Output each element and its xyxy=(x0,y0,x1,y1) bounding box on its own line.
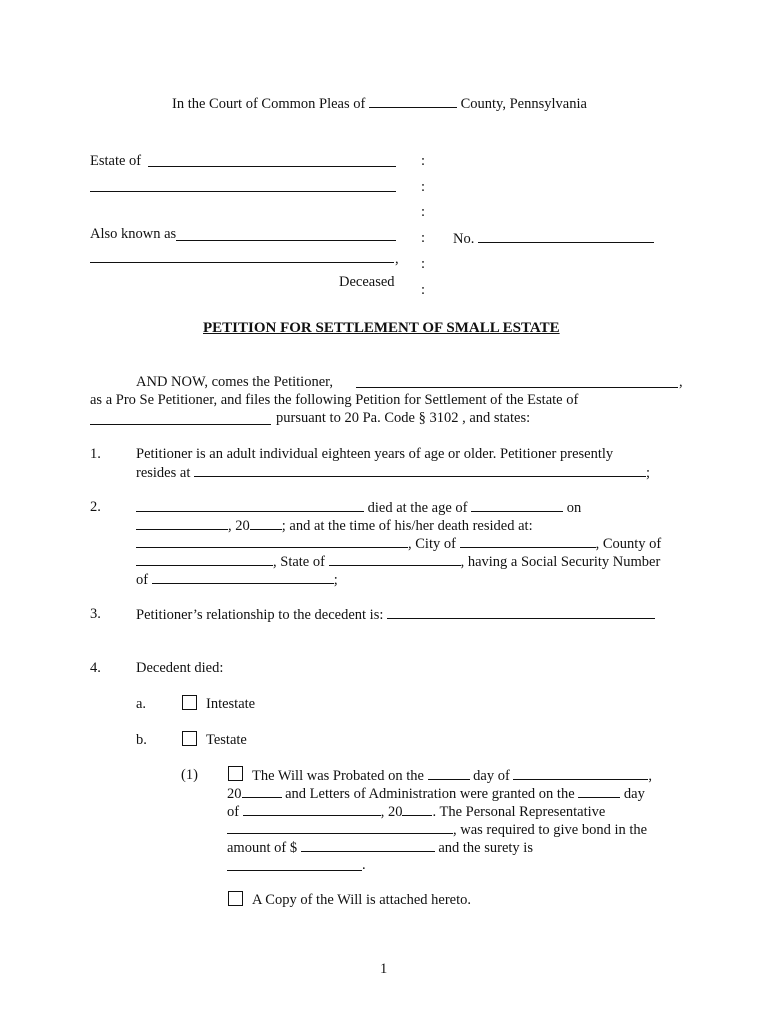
resides-at-label: resides at xyxy=(136,465,191,481)
year-prefix: , 20 xyxy=(380,804,403,820)
court-prefix: In the Court of Common Pleas of xyxy=(172,96,366,112)
relationship-label: Petitioner’s relationship to the decedent is: xyxy=(136,607,384,623)
page-number: 1 xyxy=(380,961,388,977)
bond-amount-blank[interactable] xyxy=(301,838,435,852)
letters-month-blank[interactable] xyxy=(243,802,381,816)
para-2-line-5: of ; xyxy=(136,572,338,588)
testate-label: Testate xyxy=(206,732,247,748)
docket-no-label: No. xyxy=(453,231,475,247)
letters-year-blank[interactable] xyxy=(402,802,432,816)
also-known-as-label: Also known as xyxy=(90,226,177,242)
court-line xyxy=(172,94,587,113)
city-of-label: , City of xyxy=(408,536,456,552)
sub-1-number: (1) xyxy=(181,767,198,783)
estate-of-blank[interactable] xyxy=(90,424,271,425)
estate-name-blank[interactable] xyxy=(148,166,396,167)
para-2-line-4 xyxy=(136,552,660,571)
aka-blank-2[interactable] xyxy=(90,262,394,263)
relationship-blank[interactable] xyxy=(387,605,655,619)
city-blank[interactable] xyxy=(460,534,596,548)
para-2-line-2 xyxy=(136,516,533,535)
day-label: day xyxy=(623,786,645,802)
option-a-label: a. xyxy=(136,696,147,712)
para-1-number: 1. xyxy=(90,446,101,462)
year-prefix: 20 xyxy=(227,786,242,802)
caption-colon: : xyxy=(421,153,426,169)
sub-1-line-4 xyxy=(227,820,647,839)
intestate-label: Intestate xyxy=(206,696,256,712)
intro-line-3: pursuant to 20 Pa. Code § 3102 , and states: xyxy=(276,410,531,426)
para-4-number: 4. xyxy=(90,660,101,676)
caption-colon: : xyxy=(421,256,426,272)
para-2-line-1 xyxy=(136,498,581,517)
probate-day-blank[interactable] xyxy=(428,766,470,780)
probate-year-blank[interactable] xyxy=(242,784,282,798)
sub-1-line-2 xyxy=(227,784,645,803)
document-title: PETITION FOR SETTLEMENT OF SMALL ESTATE xyxy=(203,320,560,336)
aka-blank[interactable] xyxy=(176,240,396,241)
letters-day-blank[interactable] xyxy=(578,784,620,798)
caption-colon: : xyxy=(421,204,426,220)
comma: , xyxy=(648,768,653,784)
caption-colon: : xyxy=(421,179,426,195)
will-probated-label: The Will was Probated on the xyxy=(252,768,424,784)
sub-1-line-5 xyxy=(227,838,533,857)
deceased-label: Deceased xyxy=(339,274,395,290)
resided-at-label: ; and at the time of his/her death resided at: xyxy=(281,518,533,534)
representative-name-blank[interactable] xyxy=(227,820,453,834)
state-of-label: , State of xyxy=(273,554,325,570)
para-3-line xyxy=(136,605,655,624)
copy-of-will-checkbox[interactable] xyxy=(228,891,243,906)
caption-colon: : xyxy=(421,282,426,298)
surety-blank[interactable] xyxy=(227,870,362,871)
testate-checkbox[interactable] xyxy=(182,731,197,746)
estate-of-label: Estate of xyxy=(90,153,142,169)
day-of-label: day of xyxy=(473,768,510,784)
para-3-number: 3. xyxy=(90,606,101,622)
surety-period: . xyxy=(362,857,366,873)
personal-representative-label: . The Personal Representative xyxy=(432,804,606,820)
docket-no-blank[interactable] xyxy=(478,229,654,243)
amount-label: amount of $ xyxy=(227,840,298,856)
probate-month-blank[interactable] xyxy=(513,766,648,780)
decedent-name-blank[interactable] xyxy=(136,498,364,512)
ssn-label: , having a Social Security Number xyxy=(460,554,661,570)
intro-comma: , xyxy=(679,374,683,390)
death-year-blank[interactable] xyxy=(250,516,282,530)
county-of-label: , County of xyxy=(595,536,662,552)
para-2-number: 2. xyxy=(90,499,101,515)
decedent-died-label: Decedent died: xyxy=(136,660,224,676)
letters-granted-label: and Letters of Administration were granted on the xyxy=(285,786,575,802)
court-suffix: County, Pennsylvania xyxy=(460,96,587,112)
of-label: of xyxy=(136,572,149,588)
intro-text: AND NOW, comes the Petitioner, xyxy=(136,374,334,390)
intro-line-1 xyxy=(136,373,333,391)
of-label: of xyxy=(227,804,240,820)
bond-label: , was required to give bond in the xyxy=(453,822,648,838)
will-probated-checkbox[interactable] xyxy=(228,766,243,781)
estate-name-blank-2[interactable] xyxy=(90,191,396,192)
on-label: on xyxy=(566,500,582,516)
option-b-label: b. xyxy=(136,732,147,748)
para-2-line-3 xyxy=(136,534,661,553)
county-blank[interactable] xyxy=(136,552,273,566)
death-date-blank[interactable] xyxy=(136,516,228,530)
ssn-blank[interactable] xyxy=(152,570,334,584)
state-blank[interactable] xyxy=(329,552,461,566)
address-blank[interactable] xyxy=(136,534,408,548)
died-at-age-label: died at the age of xyxy=(367,500,468,516)
intro-line-2: as a Pro Se Petitioner, and files the following Petition for Settlement of the Estate of xyxy=(90,392,579,408)
para-1-line-1: Petitioner is an adult individual eighteen years of age or older. Petitioner presently xyxy=(136,446,614,462)
petitioner-name-blank[interactable] xyxy=(356,387,678,388)
sub-1-line-3 xyxy=(227,802,605,821)
intestate-checkbox[interactable] xyxy=(182,695,197,710)
age-blank[interactable] xyxy=(471,498,563,512)
caption-colon: : xyxy=(421,230,426,246)
residence-blank[interactable] xyxy=(194,463,646,477)
year-prefix: , 20 xyxy=(228,518,250,534)
copy-of-will-label: A Copy of the Will is attached hereto. xyxy=(252,892,472,908)
para-1-line-2: resides at ; xyxy=(136,465,651,481)
caption-comma: , xyxy=(395,251,399,267)
docket-no xyxy=(453,229,654,248)
sub-1-line-1 xyxy=(252,766,652,785)
county-blank[interactable] xyxy=(369,94,457,108)
surety-label: and the surety is xyxy=(438,840,533,856)
